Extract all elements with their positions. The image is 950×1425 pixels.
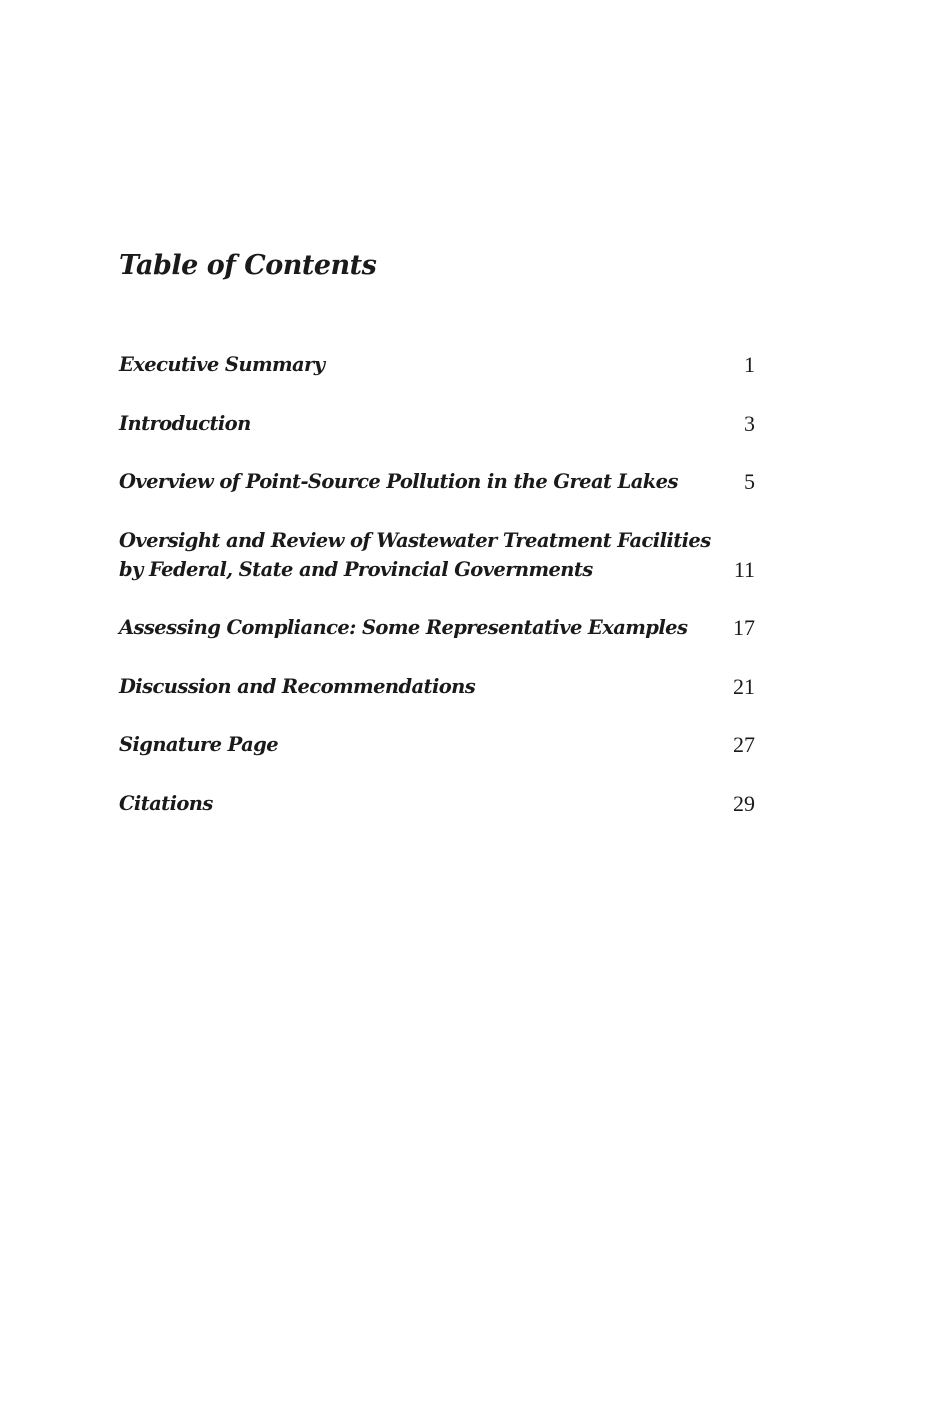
toc-entry-label-line: by Federal, State and Provincial Governments (119, 557, 593, 581)
toc-entry-label (119, 730, 278, 759)
toc-entry-label-line: Executive Summary (119, 353, 325, 376)
toc-entry-executive-summary[interactable] (119, 350, 755, 379)
toc-entry-page-number: 11 (733, 556, 755, 582)
toc-entry-page-number: 1 (744, 352, 755, 377)
toc-entry-label-line: Discussion and Recommendations (119, 674, 476, 698)
toc-entry-label-line: Overview of Point-Source Pollution in the Great Lakes (119, 470, 678, 493)
toc-entry-label (119, 409, 251, 438)
toc-entry-label (119, 350, 324, 379)
toc-entry-label-line: Introduction (119, 411, 251, 435)
table-of-contents (119, 350, 755, 818)
toc-entry-introduction[interactable] (119, 409, 755, 438)
toc-entry-page-number: 17 (733, 615, 755, 640)
toc-entry-page-number: 27 (733, 732, 755, 757)
toc-entry-assessing-compliance[interactable] (119, 613, 755, 642)
toc-entry-signature-page[interactable] (119, 730, 755, 759)
toc-entry-citations[interactable] (119, 789, 755, 818)
toc-entry-label (119, 672, 475, 701)
toc-entry-discussion[interactable] (119, 672, 755, 701)
toc-entry-label (119, 467, 678, 496)
toc-entry-label-line: Assessing Compliance: Some Representative Examples (119, 616, 688, 639)
toc-entry-label (119, 789, 213, 818)
toc-entry-page-number: 3 (744, 410, 755, 436)
toc-entry-page-number: 29 (733, 790, 755, 816)
toc-entry-page-number: 21 (733, 673, 755, 699)
toc-entry-label (119, 526, 711, 584)
toc-entry-label-line: Citations (119, 791, 213, 815)
toc-entry-page-number: 5 (744, 469, 755, 494)
toc-entry-label-line: Oversight and Review of Wastewater Treatment Facilities (119, 528, 711, 552)
toc-entry-oversight-review[interactable] (119, 526, 755, 584)
page-title: Table of Contents (119, 250, 377, 281)
toc-entry-overview[interactable] (119, 467, 755, 496)
toc-entry-label (119, 613, 688, 642)
toc-entry-label-line: Signature Page (119, 733, 279, 756)
